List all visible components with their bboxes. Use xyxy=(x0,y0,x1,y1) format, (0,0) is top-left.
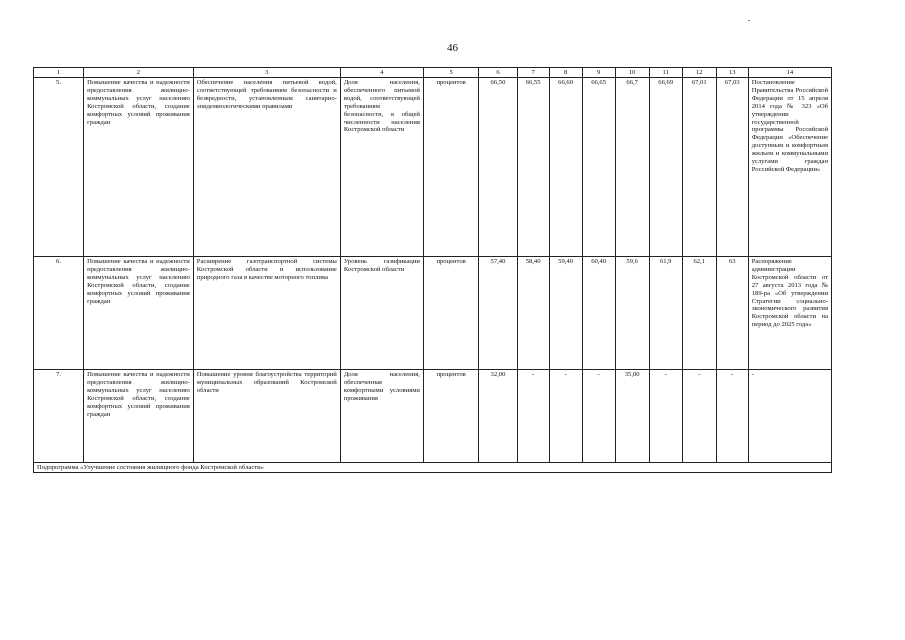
row-number: 5. xyxy=(34,78,84,257)
col-header: 11 xyxy=(649,68,682,78)
unit-cell: процентов xyxy=(423,257,478,370)
row-number: 7. xyxy=(34,370,84,463)
col-header: 10 xyxy=(615,68,649,78)
value-cell: 62,1 xyxy=(682,257,716,370)
value-cell: - xyxy=(582,370,615,463)
col-header: 1 xyxy=(34,68,84,78)
value-cell: 32,00 xyxy=(479,370,517,463)
value-cell: - xyxy=(682,370,716,463)
col-header: 3 xyxy=(193,68,340,78)
basis-cell: Распоряжение администрации Костромской области от 27 августа 2013 года № 189-ра «Об утверждении Стратегии социально-экономического развития Костромской области на период до 2025 года» xyxy=(748,257,831,370)
value-cell: 66,7 xyxy=(615,78,649,257)
value-cell: 66,50 xyxy=(479,78,517,257)
table-row xyxy=(34,370,832,463)
table-row xyxy=(34,257,832,370)
table-row xyxy=(34,78,832,257)
value-cell: 63 xyxy=(716,257,748,370)
task-cell: Повышение качества и надежности предоставления жилищно-коммунальных услуг населению Костромской области, создание комфортных условий проживания граждан xyxy=(84,370,194,463)
indicators-table xyxy=(33,67,832,473)
row-number: 6. xyxy=(34,257,84,370)
col-header: 8 xyxy=(549,68,582,78)
subprogram-row xyxy=(34,463,832,473)
page-number: 46 xyxy=(447,42,458,54)
subprogram-title: Подпрограмма «Улучшение состояния жилищного фонда Костромской области» xyxy=(34,463,832,473)
value-cell: 66,55 xyxy=(517,78,549,257)
scan-speck xyxy=(748,20,750,21)
measure-cell: Повышение уровня благоустройства территорий муниципальных образований Костромской области xyxy=(193,370,340,463)
value-cell: 66,65 xyxy=(582,78,615,257)
value-cell: 60,40 xyxy=(582,257,615,370)
col-header: 14 xyxy=(748,68,831,78)
value-cell: 58,40 xyxy=(517,257,549,370)
measure-cell: Обеспечение населения питьевой водой, соответствующей требованиям безопасности и безвредности, установленным санитарно-эпидемиологическими правилами xyxy=(193,78,340,257)
value-cell: - xyxy=(549,370,582,463)
value-cell: 35,00 xyxy=(615,370,649,463)
value-cell: 67,01 xyxy=(682,78,716,257)
value-cell: - xyxy=(517,370,549,463)
value-cell: 67,03 xyxy=(716,78,748,257)
unit-cell: процентов xyxy=(423,78,478,257)
col-header: 13 xyxy=(716,68,748,78)
column-number-row xyxy=(34,68,832,78)
value-cell: 66,69 xyxy=(649,78,682,257)
col-header: 6 xyxy=(479,68,517,78)
col-header: 9 xyxy=(582,68,615,78)
value-cell: 57,40 xyxy=(479,257,517,370)
col-header: 4 xyxy=(340,68,423,78)
value-cell: 66,60 xyxy=(549,78,582,257)
value-cell: 61,9 xyxy=(649,257,682,370)
indicator-cell: Доля населения, обеспеченного питьевой водой, соответствующей требованиям безопасности, в общей численности населения Костромской области xyxy=(340,78,423,257)
task-cell: Повышение качества и надежности предоставления жилищно-коммунальных услуг населению Костромской области, создание комфортных условий проживания граждан xyxy=(84,78,194,257)
indicator-cell: Уровень газификации Костромской области xyxy=(340,257,423,370)
indicator-cell: Доля населения, обеспеченная комфортными условиями проживания xyxy=(340,370,423,463)
measure-cell: Расширение газотранспортной системы Костромской области и использование природного газа в качестве моторного топлива xyxy=(193,257,340,370)
value-cell: - xyxy=(649,370,682,463)
col-header: 2 xyxy=(84,68,194,78)
col-header: 7 xyxy=(517,68,549,78)
value-cell: - xyxy=(716,370,748,463)
task-cell: Повышение качества и надежности предоставления жилищно-коммунальных услуг населению Костромской области, создание комфортных условий проживания граждан xyxy=(84,257,194,370)
value-cell: 59,40 xyxy=(549,257,582,370)
basis-cell: Постановление Правительства Российской Федерации от 15 апреля 2014 года № 323 «Об утверждении государственной программы Российской Федерации «Обеспечение доступным и комфортным жильем и коммунальными услугами граждан Российской Федерации» xyxy=(748,78,831,257)
col-header: 12 xyxy=(682,68,716,78)
col-header: 5 xyxy=(423,68,478,78)
unit-cell: процентов xyxy=(423,370,478,463)
basis-cell: - xyxy=(748,370,831,463)
value-cell: 59,6 xyxy=(615,257,649,370)
